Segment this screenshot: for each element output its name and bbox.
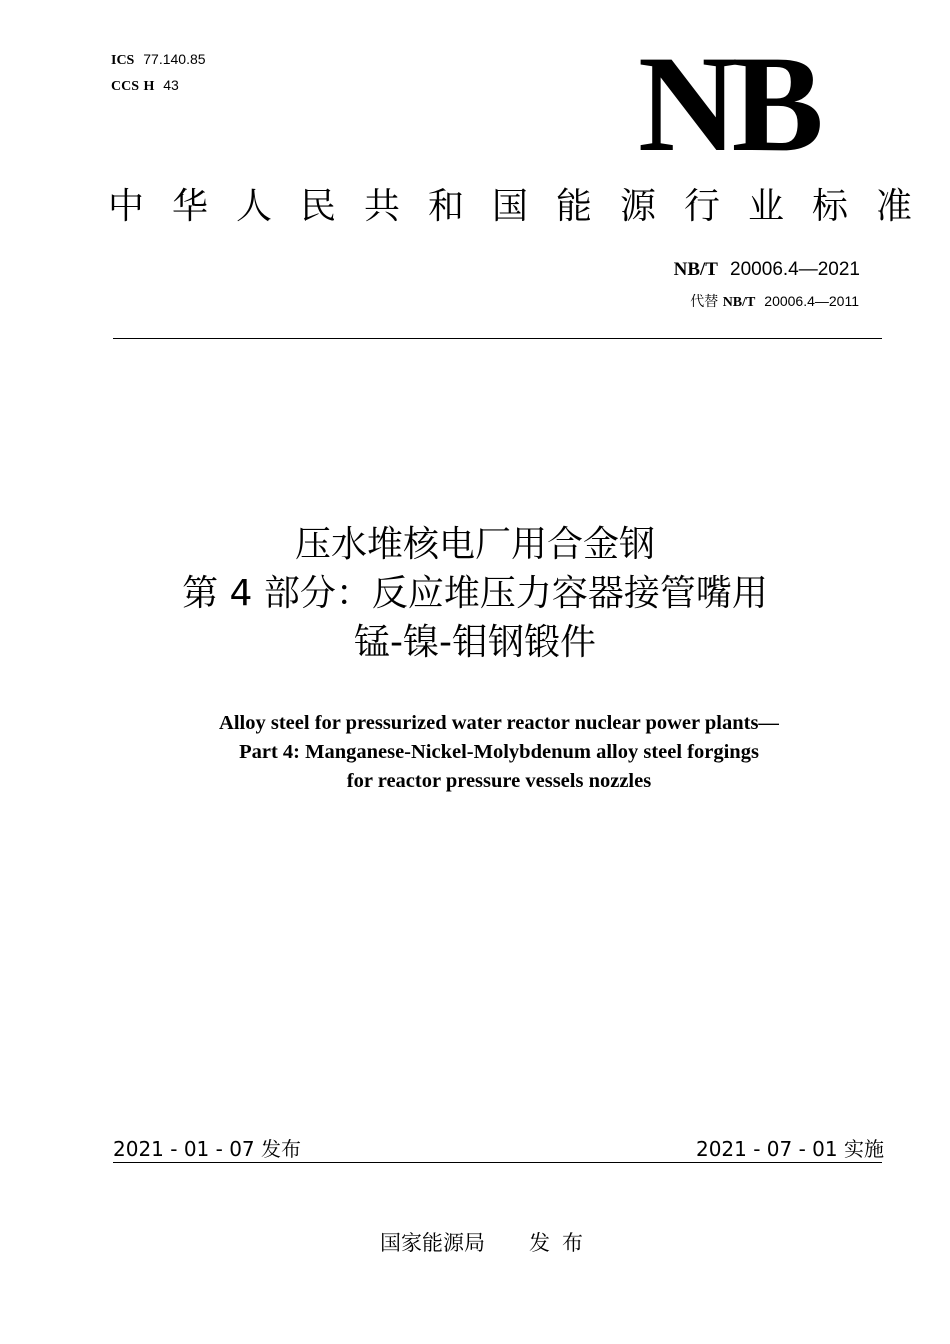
replaces-prefix: NB/T	[722, 295, 756, 310]
ccs-label: CCS	[111, 79, 140, 94]
standard-prefix: NB/T	[673, 259, 718, 280]
chinese-title	[0, 520, 950, 667]
nb-logo: NB	[638, 27, 818, 180]
issuer-action: 发布	[529, 1231, 595, 1255]
issuer-name: 国家能源局	[380, 1231, 485, 1255]
publish-date: 2021 - 01 - 07 发布	[113, 1137, 302, 1161]
standard-number	[674, 258, 860, 281]
ics-label: ICS	[111, 53, 135, 68]
chinese-title-line-1: 压水堆核电厂用合金钢	[294, 524, 655, 565]
top-divider	[113, 338, 882, 339]
english-title-line-3: for reactor pressure vessels nozzles	[346, 770, 652, 792]
english-title	[0, 709, 950, 796]
organization-name: 中华人民共和国能源行业标准	[108, 186, 941, 227]
ccs-value: 43	[163, 77, 179, 93]
ics-value: 77.140.85	[143, 51, 206, 67]
ccs-code	[111, 73, 206, 99]
implementation-date: 2021 - 07 - 01 实施	[695, 1137, 884, 1161]
ics-code	[111, 47, 206, 73]
classification-codes	[111, 47, 206, 99]
english-title-line-2: Part 4: Manganese-Nickel-Molybdenum alloy steel forgings	[239, 741, 759, 763]
replaced-standard	[690, 291, 859, 311]
chinese-title-line-3: 锰-镍-钼钢锻件	[354, 622, 596, 663]
issuing-authority	[380, 1227, 595, 1257]
chinese-title-line-2: 第 4 部分：反应堆压力容器接管嘴用	[182, 573, 768, 614]
standard-code: 20006.4—2021	[730, 259, 860, 280]
bottom-divider	[113, 1162, 882, 1163]
english-title-line-1: Alloy steel for pressurized water reactor nuclear power plants—	[219, 712, 779, 734]
replaces-code: 20006.4—2011	[764, 293, 859, 309]
ccs-letter: H	[143, 79, 155, 94]
replaces-word: 代替	[690, 294, 719, 310]
